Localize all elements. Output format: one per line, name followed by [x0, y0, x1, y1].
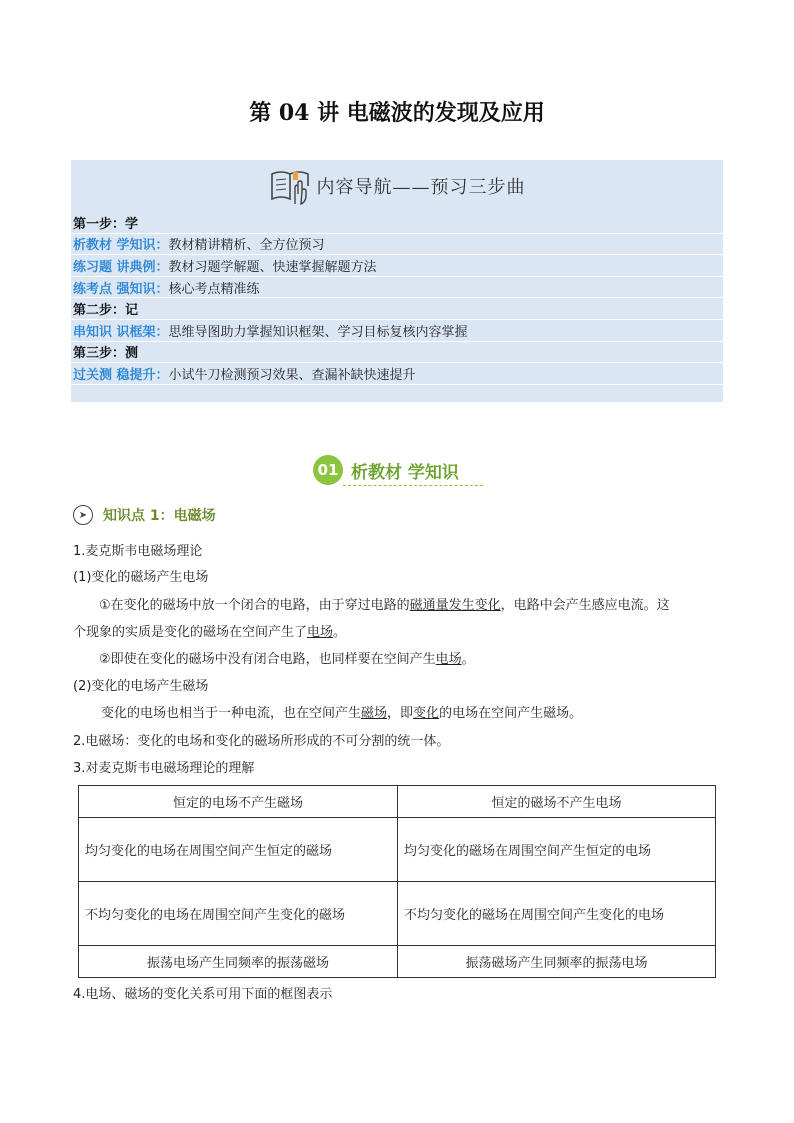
section-number-badge: 01 — [313, 455, 343, 485]
page-title: 第 04 讲 电磁波的发现及应用 — [249, 100, 545, 126]
table-cell: 不均匀变化的磁场在周围空间产生变化的电场 — [398, 882, 716, 946]
step-label: 第一步：学 — [73, 216, 139, 232]
nav-item-title: 析教材 学知识： — [73, 238, 169, 254]
table-row — [79, 882, 716, 946]
table-cell: 不均匀变化的电场在周围空间产生变化的磁场 — [79, 882, 398, 946]
section-heading — [313, 455, 459, 485]
paragraph: 3.对麦克斯韦电磁场理论的理解 — [73, 761, 255, 776]
nav-item-desc: 教材习题学解题、快速掌握解题方法 — [168, 259, 377, 275]
nav-item-desc: 教材精讲精析、全方位预习 — [168, 238, 325, 254]
section-label: 析教材 学知识 — [351, 462, 459, 483]
maxwell-theory-table — [78, 785, 716, 978]
nav-header-label: 内容导航——预习三步曲 — [316, 177, 526, 198]
underlined-term: 电场 — [307, 625, 334, 640]
underlined-term: 磁场 — [361, 706, 388, 721]
text-span: 个现象的实质是变化的磁场在空间产生了 — [73, 625, 308, 640]
paragraph — [99, 648, 475, 667]
nav-item-title: 练考点 强知识： — [73, 281, 169, 297]
nav-item — [71, 363, 723, 385]
nav-item-desc: 核心考点精准练 — [168, 281, 260, 297]
text-span: 。 — [333, 625, 347, 640]
section-underline — [343, 485, 483, 486]
nav-item — [71, 277, 723, 299]
step-label: 第三步：测 — [73, 346, 139, 362]
text-span: 变化的电场也相当于一种电流，也在空间产生 — [101, 706, 362, 721]
paragraph: (2)变化的电场产生磁场 — [73, 679, 209, 694]
nav-item-desc: 思维导图助力掌握知识框架、学习目标复核内容掌握 — [168, 324, 468, 340]
table-cell: 恒定的磁场不产生电场 — [398, 786, 716, 818]
nav-item — [71, 320, 723, 342]
table-cell: 恒定的电场不产生磁场 — [79, 786, 398, 818]
text-span: ，电路中会产生感应电流。这 — [500, 598, 670, 613]
paragraph: 2.电磁场：变化的电场和变化的磁场所形成的不可分割的统一体。 — [73, 734, 450, 749]
text-span: ，即 — [387, 706, 414, 721]
paragraph — [99, 594, 670, 613]
content-navigation-box — [71, 160, 723, 402]
nav-rows — [71, 212, 723, 385]
paragraph: 4.电场、磁场的变化关系可用下面的框图表示 — [73, 987, 333, 1002]
knowledge-point-label: 知识点 1：电磁场 — [103, 508, 216, 524]
nav-item-title: 练习题 讲典例： — [73, 259, 169, 275]
nav-step-3 — [71, 342, 723, 364]
underlined-term: 电场 — [435, 652, 462, 667]
nav-item-title: 过关测 稳提升： — [73, 367, 169, 383]
nav-item-title: 串知识 识框架： — [73, 324, 169, 340]
text-span: ①在变化的磁场中放一个闭合的电路，由于穿过电路的 — [99, 598, 410, 613]
table-cell: 均匀变化的电场在周围空间产生恒定的磁场 — [79, 818, 398, 882]
book-hand-icon — [269, 166, 313, 206]
step-label: 第二步：记 — [73, 303, 139, 319]
nav-item — [71, 255, 723, 277]
paragraph — [73, 621, 346, 640]
text-span: ②即使在变化的磁场中没有闭合电路，也同样要在空间产生 — [99, 652, 436, 667]
paragraph: 1.麦克斯韦电磁场理论 — [73, 544, 203, 559]
text-span: 的电场在空间产生磁场。 — [439, 706, 583, 721]
arrow-right-circle-icon: ➤ — [73, 505, 93, 525]
table-cell: 振荡电场产生同频率的振荡磁场 — [79, 946, 398, 978]
text-span: 。 — [461, 652, 475, 667]
table-row — [79, 786, 716, 818]
paragraph: (1)变化的磁场产生电场 — [73, 570, 209, 585]
table-row — [79, 946, 716, 978]
nav-step-2 — [71, 298, 723, 320]
nav-step-1 — [71, 212, 723, 234]
table-cell: 振荡磁场产生同频率的振荡电场 — [398, 946, 716, 978]
underlined-term: 磁通量发生变化 — [409, 598, 501, 613]
knowledge-point-heading — [73, 505, 216, 525]
nav-header — [71, 160, 723, 212]
table-cell: 均匀变化的磁场在周围空间产生恒定的电场 — [398, 818, 716, 882]
table-row — [79, 818, 716, 882]
nav-item — [71, 234, 723, 256]
paragraph — [101, 702, 582, 721]
underlined-term: 变化 — [413, 706, 440, 721]
nav-item-desc: 小试牛刀检测预习效果、查漏补缺快速提升 — [168, 367, 416, 383]
